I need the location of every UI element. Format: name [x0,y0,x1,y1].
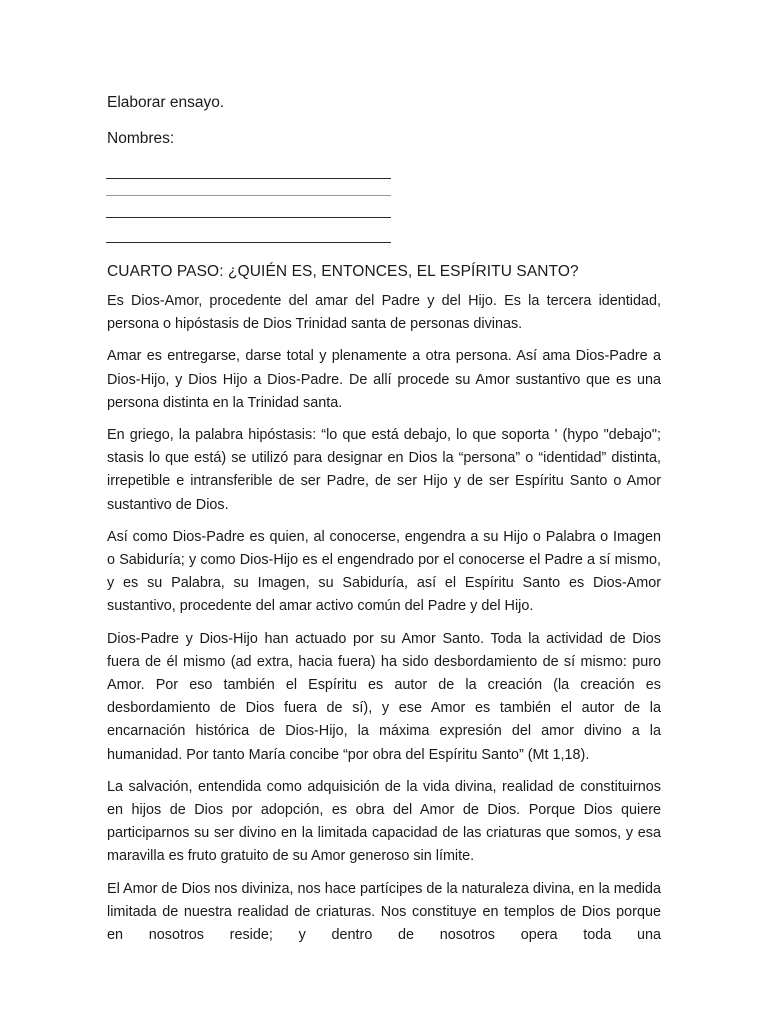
name-blank-line [106,217,391,218]
assignment-heading: Elaborar ensayo. [107,94,225,111]
paragraph: Es Dios-Amor, procedente del amar del Padre y del Hijo. Es la tercera identidad, persona o hipóstasis de Dios Trinidad santa de personas divinas. [107,293,661,333]
names-label: Nombres: [107,130,175,147]
name-blank-line [106,178,391,179]
paragraph: Dios-Padre y Dios-Hijo han actuado por su Amor Santo. Toda la actividad de Dios fuera de él mismo (ad extra, hacia fuera) ha sido desbordamiento de sí mismo: puro Amor. Por eso también el Espíritu es autor de la creación (la creación es desbordamiento de Dios fuera de sí), y ese Amor es también el autor de la encarnación histórica de Dios-Hijo, la máxima expresión del amor divino a la humanidad. Por tanto María concibe “por obra del Espíritu Santo” (Mt 1,18). [107,630,661,763]
name-blank-line [106,195,391,196]
paragraph: La salvación, entendida como adquisición de la vida divina, realidad de constituirnos en hijos de Dios por adopción, es obra del Amor de Dios. Porque Dios quiere participarnos su ser divino en la limitada capacidad de las criaturas que somos, y esa maravilla es fruto gratuito de su Amor generoso sin límite. [107,778,661,865]
paragraph: Amar es entregarse, darse total y plenamente a otra persona. Así ama Dios-Padre a Dios-Hijo, y Dios Hijo a Dios-Padre. De allí procede su Amor sustantivo que es una persona distinta en la Trinidad santa. [107,348,661,411]
name-blank-line [106,242,391,243]
paragraph: Así como Dios-Padre es quien, al conocerse, engendra a su Hijo o Palabra o Imagen o Sabiduría; y como Dios-Hijo es el engendrado por el conocerse el Padre a sí mismo, y es su Palabra, su Imagen, su Sabiduría, así el Espíritu Santo es Dios-Amor sustantivo, procedente del amar activo común del Padre y del Hijo. [107,528,661,615]
paragraph: El Amor de Dios nos diviniza, nos hace partícipes de la naturaleza divina, en la medida limitada de nuestra realidad de criaturas. Nos constituye en templos de Dios porque en nosotros reside; y dentro de nosotros opera toda una [107,880,661,944]
section-title: CUARTO PASO: ¿QUIÉN ES, ENTONCES, EL ESPÍRITU SANTO? [107,263,579,280]
essay-body [107,290,661,956]
paragraph: En griego, la palabra hipóstasis: “lo que está debajo, lo que soporta ' (hypo "debajo"; stasis lo que está) se utilizó para designar en Dios la “persona” o “identidad” distinta, irrepetible e intransferible de ser Padre, de ser Hijo y de ser Espíritu Santo o Amor sustantivo de Dios. [107,427,661,513]
